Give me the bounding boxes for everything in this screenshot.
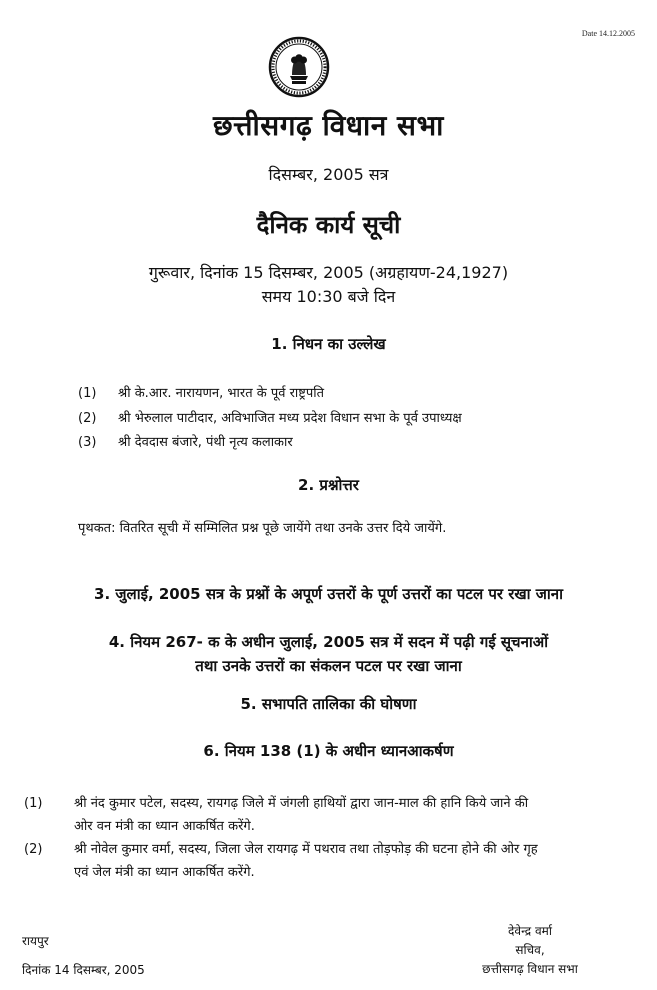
item-number: (1) xyxy=(78,386,97,401)
item-text-line1: श्री नंद कुमार पटेल, सदस्य, रायगढ़ जिले में जंगली हाथियों द्वारा जान-माल की हानि किये जाने की xyxy=(74,796,529,811)
item-number: (1) xyxy=(24,796,43,811)
footer-date: दिनांक 14 दिसम्बर, 2005 xyxy=(22,963,145,977)
list-item xyxy=(78,383,324,401)
item-number: (2) xyxy=(78,411,97,426)
section-1-heading: 1. निधन का उल्लेख xyxy=(271,335,386,353)
footer-place: रायपुर xyxy=(22,934,49,948)
signatory-title: सचिव, xyxy=(515,943,545,957)
list-item xyxy=(78,432,293,450)
signatory-name: देवेन्द्र वर्मा xyxy=(508,924,552,938)
item-text: श्री भेरुलाल पाटीदार, अविभाजित मध्य प्रदेश विधान सभा के पूर्व उपाध्यक्ष xyxy=(118,411,462,426)
section-4-heading-line1: 4. नियम 267- क के अधीन जुलाई, 2005 सत्र में सदन में पढ़ी गई सूचनाओं xyxy=(108,633,549,651)
signatory-org: छत्तीसगढ़ विधान सभा xyxy=(482,962,578,976)
section-5-heading: 5. सभापति तालिका की घोषणा xyxy=(240,695,417,713)
document-title: दैनिक कार्य सूची xyxy=(256,210,401,239)
section-2-body: पृथकत: वितरित सूची में सम्मिलित प्रश्न पूछे जायेंगे तथा उनके उत्तर दिये जायेंगे. xyxy=(78,521,447,536)
assembly-emblem-icon xyxy=(268,36,330,98)
session-label: दिसम्बर, 2005 सत्र xyxy=(268,165,389,184)
item-text-line2: ओर वन मंत्री का ध्यान आकर्षित करेंगे. xyxy=(74,819,255,834)
item-number: (2) xyxy=(24,842,43,857)
item-text-line1: श्री नोवेल कुमार वर्मा, सदस्य, जिला जेल रायगढ़ में पथराव तथा तोड़फोड़ की घटना होने की ओर गृह xyxy=(74,842,538,857)
date-line: गुरूवार, दिनांक 15 दिसम्बर, 2005 (अग्रहायण-24,1927) xyxy=(148,263,509,282)
section-6-heading: 6. नियम 138 (1) के अधीन ध्यानआकर्षण xyxy=(203,742,454,760)
date-time-block xyxy=(0,261,657,309)
section-3-heading: 3. जुलाई, 2005 सत्र के प्रश्नों के अपूर्ण उत्तरों के पूर्ण उत्तरों का पटल पर रखा जाना xyxy=(94,585,563,603)
item-number: (3) xyxy=(78,435,97,450)
date-stamp: Date 14.12.2005 xyxy=(581,29,635,38)
list-item xyxy=(24,792,639,838)
item-text: श्री देवदास बंजारे, पंथी नृत्य कलाकार xyxy=(118,435,293,450)
section-4-heading-line2: तथा उनके उत्तरों का संकलन पटल पर रखा जाना xyxy=(195,657,462,675)
section-4-heading xyxy=(0,630,657,678)
item-text: श्री के.आर. नारायणन, भारत के पूर्व राष्ट्रपति xyxy=(118,386,325,401)
time-line: समय 10:30 बजे दिन xyxy=(261,287,396,306)
assembly-name: छत्तीसगढ़ विधान सभा xyxy=(213,109,444,142)
item-text-line2: एवं जेल मंत्री का ध्यान आकर्षित करेंगे. xyxy=(74,865,255,880)
signature-block xyxy=(455,922,605,979)
list-item xyxy=(78,408,462,426)
list-item xyxy=(24,838,639,884)
section-2-heading: 2. प्रश्नोत्तर xyxy=(298,476,359,494)
